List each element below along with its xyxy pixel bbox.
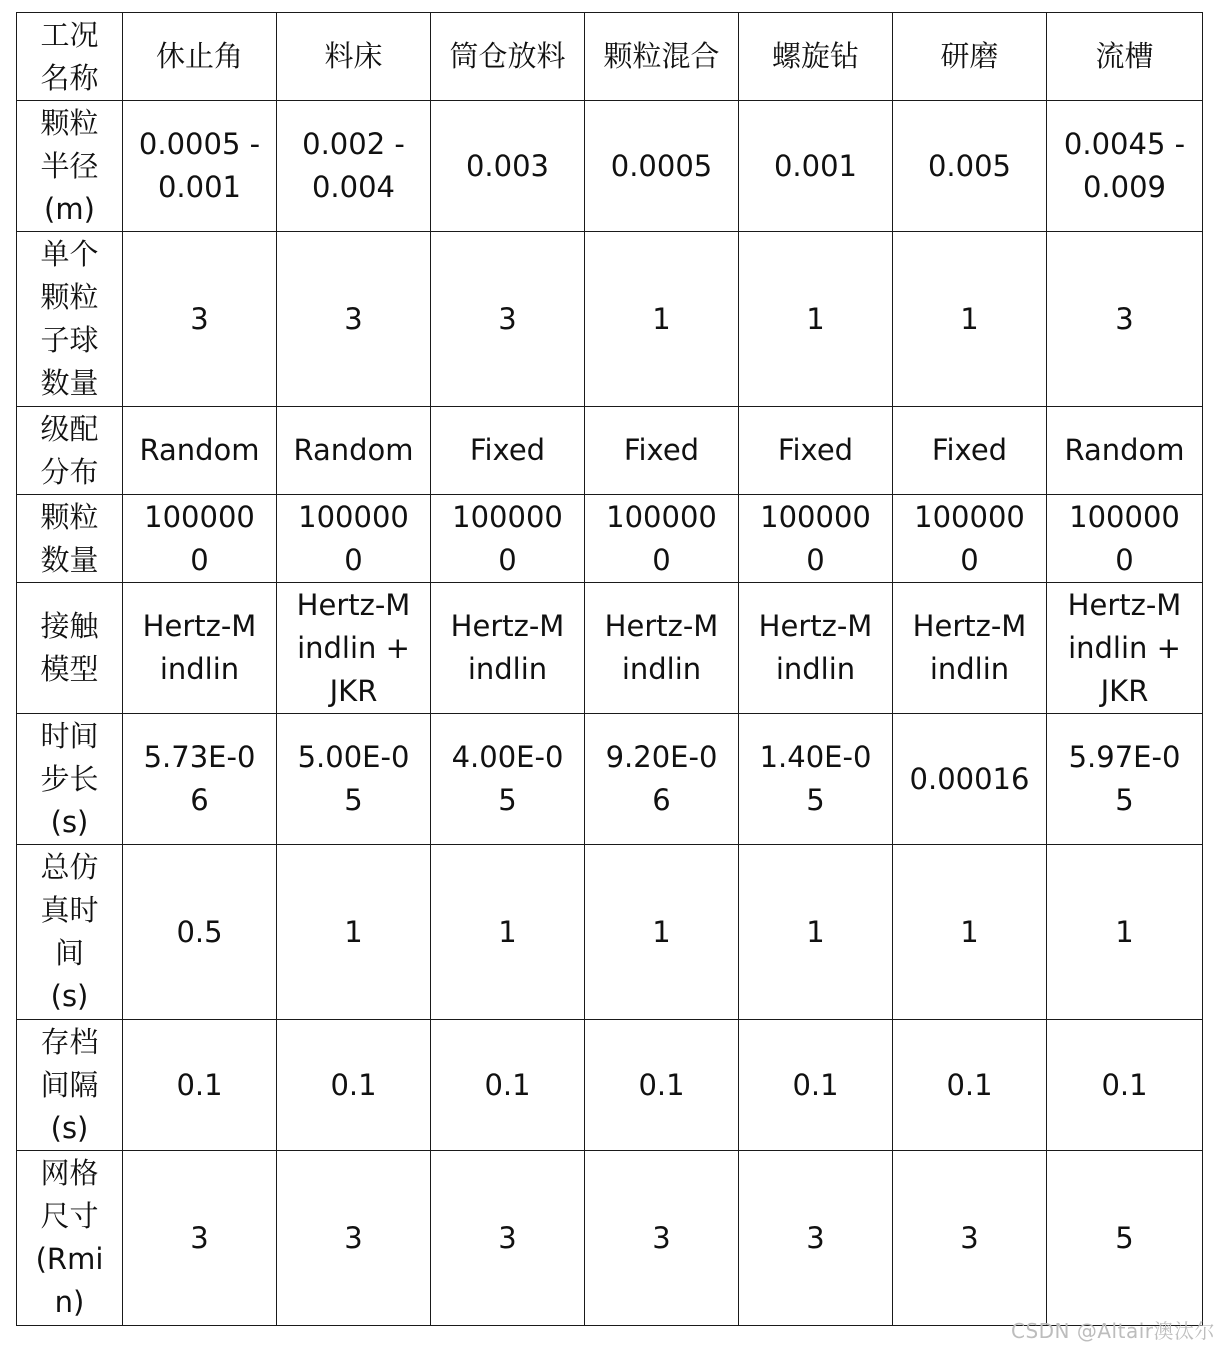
table-row	[17, 495, 1203, 583]
table-cell: 3	[1047, 232, 1203, 407]
table-cell: 3	[739, 1151, 893, 1326]
table-row	[17, 845, 1203, 1020]
table-row	[17, 714, 1203, 845]
header-row	[17, 13, 1203, 101]
table-cell: Hertz-M indlin	[739, 583, 893, 714]
table-cell: 1	[1047, 845, 1203, 1020]
table-cell: 3	[585, 1151, 739, 1326]
table-cell: 1	[431, 845, 585, 1020]
table-row	[17, 1151, 1203, 1326]
table-cell: 0.1	[739, 1020, 893, 1151]
table-cell: 0.00016	[893, 714, 1047, 845]
column-header: 休止角	[123, 13, 277, 101]
table-cell: 1	[893, 232, 1047, 407]
table-cell: 0.5	[123, 845, 277, 1020]
table-cell: 3	[431, 1151, 585, 1326]
table-cell: 1	[277, 845, 431, 1020]
table-cell: 1.40E-0 5	[739, 714, 893, 845]
table-cell: 1	[585, 845, 739, 1020]
table-cell: 0.003	[431, 101, 585, 232]
row-label: 颗粒 数量	[17, 495, 123, 583]
table-cell: 0.1	[893, 1020, 1047, 1151]
table-cell: 5.97E-0 5	[1047, 714, 1203, 845]
row-label: 级配 分布	[17, 407, 123, 495]
table-cell: Hertz-M indlin	[431, 583, 585, 714]
table-cell: Hertz-M indlin + JKR	[1047, 583, 1203, 714]
table-cell: 0.002 - 0.004	[277, 101, 431, 232]
table-cell: 100000 0	[893, 495, 1047, 583]
table-cell: 0.1	[585, 1020, 739, 1151]
table-cell: 0.1	[1047, 1020, 1203, 1151]
table-row	[17, 232, 1203, 407]
table-cell: 0.0005 - 0.001	[123, 101, 277, 232]
table-row	[17, 101, 1203, 232]
column-header: 螺旋钻	[739, 13, 893, 101]
row-label: 颗粒 半径 (m)	[17, 101, 123, 232]
row-label: 时间 步长 (s)	[17, 714, 123, 845]
column-header: 筒仓放料	[431, 13, 585, 101]
table-cell: 100000 0	[585, 495, 739, 583]
table-cell: Fixed	[739, 407, 893, 495]
row-label: 总仿 真时 间 (s)	[17, 845, 123, 1020]
table-cell: 1	[585, 232, 739, 407]
table-cell: Fixed	[585, 407, 739, 495]
table-cell: 0.0005	[585, 101, 739, 232]
column-header: 料床	[277, 13, 431, 101]
table-cell: 4.00E-0 5	[431, 714, 585, 845]
column-header: 流槽	[1047, 13, 1203, 101]
table-cell: Hertz-M indlin	[893, 583, 1047, 714]
table-cell: Fixed	[431, 407, 585, 495]
column-header: 颗粒混合	[585, 13, 739, 101]
row-label: 存档 间隔 (s)	[17, 1020, 123, 1151]
table-cell: 9.20E-0 6	[585, 714, 739, 845]
table-cell: 100000 0	[431, 495, 585, 583]
table-cell: 5.73E-0 6	[123, 714, 277, 845]
table-row	[17, 407, 1203, 495]
table-cell: 3	[277, 232, 431, 407]
table-cell: 1	[739, 232, 893, 407]
table-cell: 0.1	[123, 1020, 277, 1151]
table-cell: 1	[739, 845, 893, 1020]
watermark: CSDN @Altair澳汰尔	[1011, 1319, 1215, 1343]
table-cell: 3	[431, 232, 585, 407]
table-cell: 100000 0	[739, 495, 893, 583]
row-label: 单个 颗粒 子球 数量	[17, 232, 123, 407]
table-cell: 3	[277, 1151, 431, 1326]
table-cell: 100000 0	[277, 495, 431, 583]
table-cell: 3	[893, 1151, 1047, 1326]
table-cell: 0.0045 - 0.009	[1047, 101, 1203, 232]
table-cell: Hertz-M indlin + JKR	[277, 583, 431, 714]
table-cell: 5.00E-0 5	[277, 714, 431, 845]
simulation-parameters-table	[16, 12, 1203, 1326]
table-row	[17, 1020, 1203, 1151]
table-cell: 3	[123, 232, 277, 407]
table-cell: 3	[123, 1151, 277, 1326]
table-cell: Random	[123, 407, 277, 495]
row-label: 网格 尺寸 (Rmi n)	[17, 1151, 123, 1326]
table-cell: 0.001	[739, 101, 893, 232]
table-cell: 0.1	[431, 1020, 585, 1151]
table-cell: Random	[1047, 407, 1203, 495]
table-cell: Fixed	[893, 407, 1047, 495]
table-cell: 0.005	[893, 101, 1047, 232]
table-cell: 100000 0	[1047, 495, 1203, 583]
column-header: 研磨	[893, 13, 1047, 101]
table-cell: 0.1	[277, 1020, 431, 1151]
table-cell: Hertz-M indlin	[585, 583, 739, 714]
header-label-cell: 工况 名称	[17, 13, 123, 101]
table-cell: 1	[893, 845, 1047, 1020]
table-cell: Random	[277, 407, 431, 495]
table-cell: 5	[1047, 1151, 1203, 1326]
table-cell: 100000 0	[123, 495, 277, 583]
row-label: 接触 模型	[17, 583, 123, 714]
table-cell: Hertz-M indlin	[123, 583, 277, 714]
table-row	[17, 583, 1203, 714]
